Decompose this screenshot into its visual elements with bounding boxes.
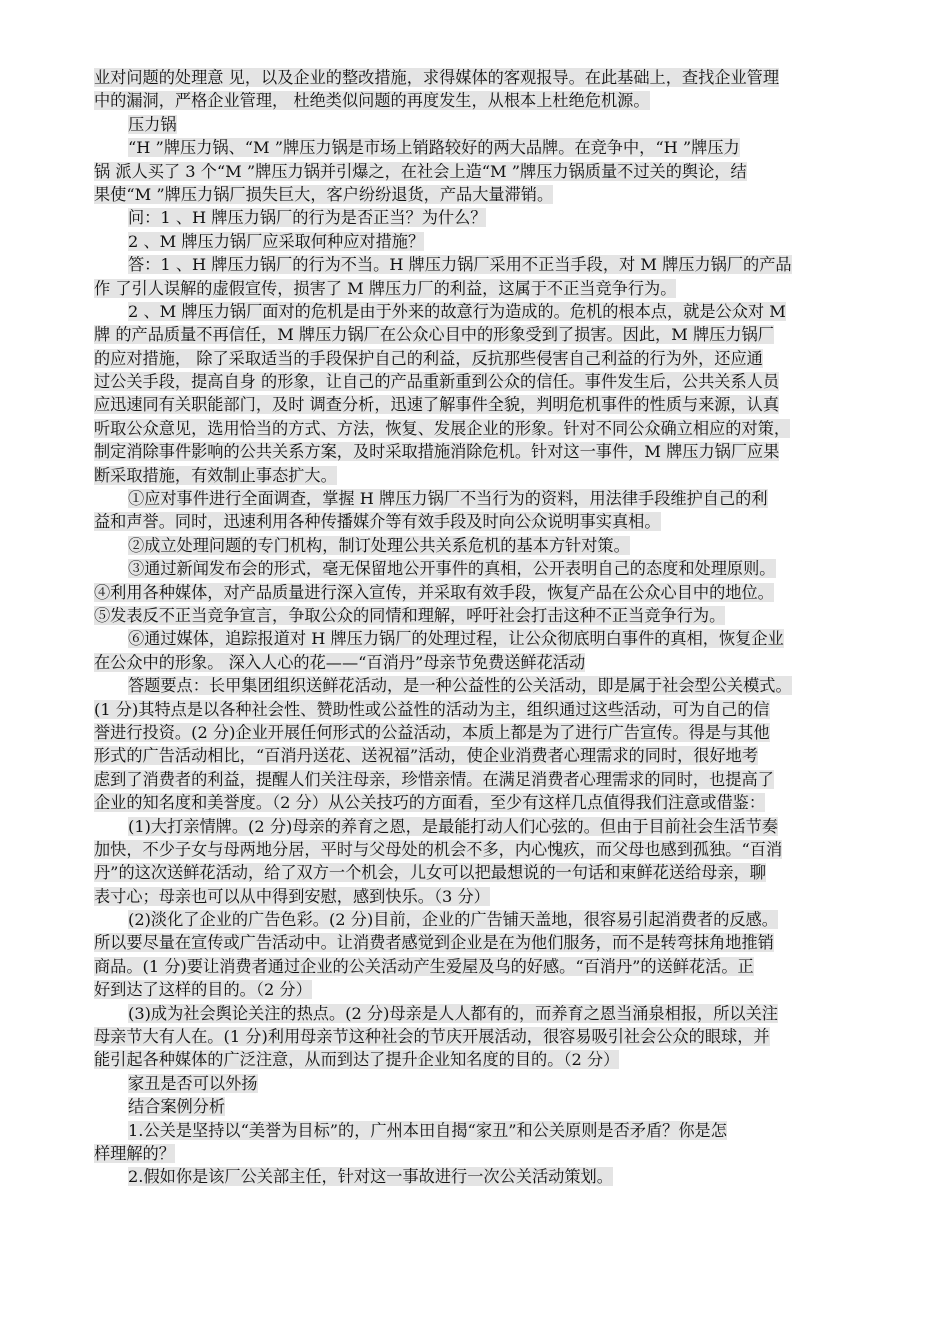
document-line — [94, 1095, 884, 1118]
line-text: 虑到了消费者的利益，提醒人们关注母亲，珍惜亲情。在满足消费者心理需求的同时，也提高了 — [94, 769, 774, 789]
line-text: 答题要点：长甲集团组织送鲜花活动，是一种公益性的公关活动，即是属于社会型公关模式。 — [128, 676, 792, 696]
document-line — [94, 183, 884, 206]
document-line — [94, 440, 884, 463]
document-line — [94, 838, 884, 861]
line-text: ③通过新闻发布会的形式，毫无保留地公开事件的真相，公开表明自己的态度和处理原则。 — [128, 559, 776, 579]
line-text: 答：1 、H 牌压力锅厂的行为不当。H 牌压力锅厂采用不正当手段，对 M 牌压力锅厂的产品 — [128, 255, 792, 275]
line-text: ⑥通过媒体，追踪报道对 H 牌压力锅厂的处理过程，让公众彻底明白事件的真相，恢复企业 — [128, 629, 784, 649]
line-text: 家丑是否可以外扬 — [128, 1073, 258, 1093]
document-line — [94, 300, 884, 323]
line-text: 所以要尽量在宣传或广告活动中。让消费者感觉到企业是在为他们服务，而不是转弯抹角地推销 — [94, 933, 774, 953]
line-text: 牌 的产品质量不再信任，M 牌压力锅厂在公众心目中的形象受到了损害。因此，M 牌压力锅厂 — [94, 325, 774, 345]
document-line — [94, 66, 884, 89]
line-text: (1)大打亲情牌。(2 分)母亲的养育之恩，是最能打动人们心弦的。但由于目前社会生活节奏 — [128, 816, 778, 836]
document-line — [94, 1142, 884, 1165]
document-line — [94, 955, 884, 978]
document-line — [94, 89, 884, 112]
document-line — [94, 230, 884, 253]
line-text: 结合案例分析 — [128, 1097, 226, 1117]
line-text: 制定消除事件影响的公共关系方案，及时采取措施消除危机。针对这一事件，M 牌压力锅厂应果 — [94, 442, 780, 462]
document-line — [94, 1072, 884, 1095]
line-text: 样理解的？ — [94, 1143, 175, 1163]
document-line — [94, 1048, 884, 1071]
line-text: 誉进行投资。(2 分)企业开展任何形式的公益活动，本质上都是为了进行广告宣传。得是与其他 — [94, 722, 770, 742]
line-text: 能引起各种媒体的广泛注意，从而到达了提升企业知名度的目的。（2 分） — [94, 1050, 620, 1070]
document-line — [94, 651, 884, 674]
document-line — [94, 534, 884, 557]
line-text: 应迅速同有关职能部门，及时 调查分析，迅速了解事件全貌，判明危机事件的性质与来源，认真 — [94, 395, 780, 415]
document-line — [94, 1002, 884, 1025]
line-text: ④利用各种媒体，对产品质量进行深入宣传，并采取有效手段，恢复产品在公众心目中的地位。 — [94, 582, 774, 602]
document-line — [94, 323, 884, 346]
document-line — [94, 253, 884, 276]
line-text: 压力锅 — [128, 114, 177, 134]
document-line — [94, 768, 884, 791]
line-text: 2.假如你是该厂公关部主任，针对这一事故进行一次公关活动策划。 — [128, 1167, 613, 1187]
line-text: 丹”的这次送鲜花活动，给了双方一个机会，儿女可以把最想说的一句话和束鲜花送给母亲，聊 — [94, 863, 766, 883]
line-text: 1.公关是坚持以“美誉为目标”的，广州本田自揭“家丑”和公关原则是否矛盾？你是怎 — [128, 1120, 727, 1140]
line-text: ⑤发表反不正当竞争宣言，争取公众的同情和理解，呼吁社会打击这种不正当竞争行为。 — [94, 605, 726, 625]
document-line — [94, 393, 884, 416]
document-line — [94, 370, 884, 393]
line-text: 2 、M 牌压力锅厂应采取何种应对措施？ — [128, 231, 425, 251]
document-line — [94, 487, 884, 510]
line-text: 企业的知名度和美誉度。（2 分）从公关技巧的方面看，至少有这样几点值得我们注意或借鉴： — [94, 793, 766, 813]
document-line — [94, 581, 884, 604]
document-line — [94, 113, 884, 136]
line-text: 锅 派人买了 3 个“M ”牌压力锅并引爆之，在社会上造“M ”牌压力锅质量不过关的舆论，结 — [94, 161, 747, 181]
document-line — [94, 277, 884, 300]
line-text: 作 了引人误解的虚假宣传，损害了 M 牌压力厂的利益，这属于不正当竞争行为。 — [94, 278, 677, 298]
line-text: 业对问题的处理意 见，以及企业的整改措施，求得媒体的客观报导。在此基础上，查找企业管理 — [94, 68, 780, 87]
line-text: ②成立处理问题的专门机构，制订处理公共关系危机的基本方针对策。 — [128, 535, 630, 555]
line-text: 果使“M ”牌压力锅厂损失巨大，客户纷纷退货，产品大量滞销。 — [94, 184, 554, 204]
line-text: 形式的广告活动相比，“百消丹送花、送祝福”活动，使企业消费者心理需求的同时，很好地考 — [94, 746, 759, 766]
document-body — [94, 66, 884, 1189]
document-line — [94, 674, 884, 697]
line-text: 益和声誉。同时，迅速利用各种传播媒介等有效手段及时向公众说明事实真相。 — [94, 512, 661, 532]
document-line — [94, 627, 884, 650]
line-text: 的应对措施， 除了采取适当的手段保护自己的利益，反抗那些侵害自己利益的行为外，还应通 — [94, 348, 763, 368]
line-text: (1 分)其特点是以各种社会性、赞助性或公益性的活动为主，组织通过这些活动，可为自己的信 — [94, 699, 770, 719]
line-text: 听取公众意见，选用恰当的方式、方法，恢复、发展企业的形象。针对不同公众确立相应的对策， — [94, 418, 791, 438]
document-line — [94, 908, 884, 931]
document-line — [94, 160, 884, 183]
line-text: 加快，不少子女与母两地分居，平时与父母处的机会不多，内心愧疚，而父母也感到孤独。“百消 — [94, 839, 783, 859]
document-line — [94, 861, 884, 884]
document-line — [94, 885, 884, 908]
document-line — [94, 557, 884, 580]
line-text: 中的漏洞，严格企业管理， 杜绝类似问题的再度发生，从根本上杜绝危机源。 — [94, 91, 650, 111]
document-line — [94, 721, 884, 744]
document-line — [94, 417, 884, 440]
document-line — [94, 347, 884, 370]
document-line — [94, 791, 884, 814]
document-line — [94, 206, 884, 229]
line-text: 母亲节大有人在。(1 分)利用母亲节这种社会的节庆开展活动，很容易吸引社会公众的眼球，并 — [94, 1027, 770, 1047]
document-line — [94, 698, 884, 721]
document-line — [94, 136, 884, 159]
line-text: “H ”牌压力锅、“M ”牌压力锅是市场上销路较好的两大品牌。在竞争中，“H ”牌压力 — [128, 138, 740, 158]
line-text: (2)淡化了企业的广告色彩。(2 分)目前，企业的广告铺天盖地，很容易引起消费者的反感。 — [128, 910, 778, 930]
line-text: ①应对事件进行全面调查，掌握 H 牌压力锅厂不当行为的资料，用法律手段维护自己的利 — [128, 489, 768, 509]
document-line — [94, 744, 884, 767]
document-line — [94, 510, 884, 533]
document-line — [94, 1165, 884, 1188]
document-line — [94, 978, 884, 1001]
line-text: 断采取措施，有效制止事态扩大。 — [94, 465, 337, 485]
line-text: (3)成为社会舆论关注的热点。(2 分)母亲是人人都有的，而养育之恩当涌泉相报，所以关注 — [128, 1003, 778, 1023]
document-line — [94, 464, 884, 487]
document-line — [94, 931, 884, 954]
document-line — [94, 604, 884, 627]
line-text: 商品。(1 分)要让消费者通过企业的公关活动产生爱屋及乌的好感。“百消丹”的送鲜花活。正 — [94, 956, 754, 976]
line-text: 问：1 、H 牌压力锅厂的行为是否正当？为什么？ — [128, 208, 487, 228]
line-text: 表寸心；母亲也可以从中得到安慰，感到快乐。（3 分） — [94, 886, 490, 906]
line-text: 2 、M 牌压力锅厂面对的危机是由于外来的故意行为造成的。危机的根本点，就是公众对 M — [128, 301, 786, 321]
document-line — [94, 1025, 884, 1048]
line-text: 过公关手段，提高自身 的形象，让自己的产品重新重到公众的信任。事件发生后，公共关系人员 — [94, 372, 780, 392]
line-text: 在公众中的形象。 深入人心的花——“百消丹”母亲节免费送鲜花活动 — [94, 652, 586, 672]
document-line — [94, 815, 884, 838]
document-line — [94, 1119, 884, 1142]
line-text: 好到达了这样的目的。（2 分） — [94, 980, 312, 1000]
